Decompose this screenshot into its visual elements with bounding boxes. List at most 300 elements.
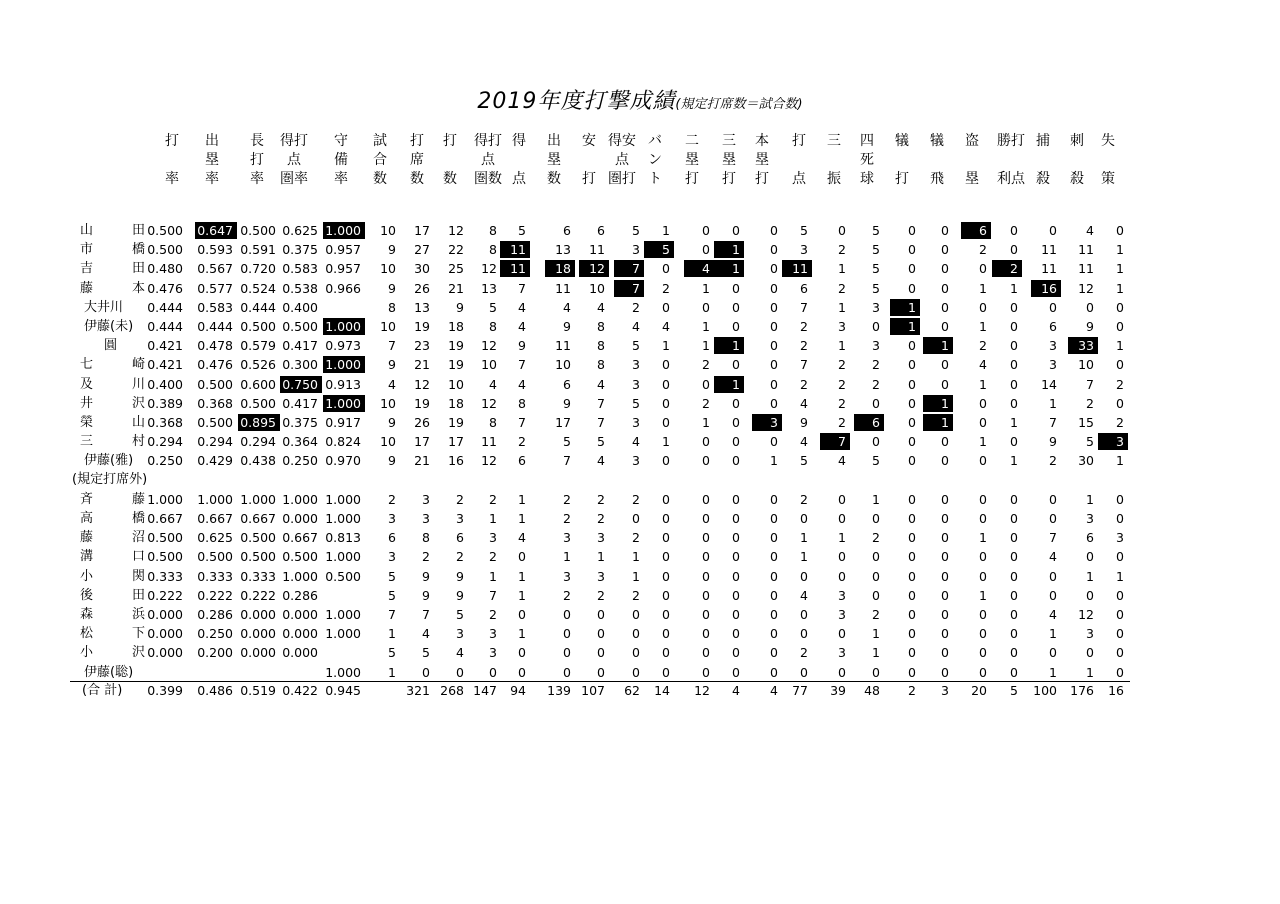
row-cell-pa: 21 [414, 357, 430, 373]
row-extra-cell-fld: 1.000 [325, 626, 361, 642]
row-cell-rbi: 2 [800, 338, 808, 354]
row-cell-sb: 1 [979, 319, 987, 334]
row-cell-risp_h: 4 [632, 319, 640, 334]
row-extra-cell-a: 0 [1086, 645, 1094, 661]
row-extra-cell-bb: 1 [872, 645, 880, 661]
row-cell-fld: 0.824 [325, 434, 361, 450]
row-extra-cell-h: 0 [597, 645, 605, 661]
row-cell-sf: 0 [941, 434, 949, 450]
row-cell-g: 9 [388, 280, 396, 296]
row-extra-cell-so: 1 [838, 530, 846, 546]
row-extra-cell-avg: 0.667 [147, 511, 183, 526]
row-cell-so: 7 [820, 433, 850, 450]
row-cell-avg: 0.444 [147, 319, 183, 334]
header-part: 率 [205, 171, 219, 187]
row-cell-sb: 0 [979, 299, 987, 315]
row-cell-avg: 0.500 [147, 223, 183, 238]
player-name: 及 川 [80, 376, 146, 392]
row-extra-cell-3b: 0 [732, 568, 740, 584]
row-cell-ab: 10 [448, 376, 464, 392]
header-part: 殺 [1036, 171, 1050, 187]
row-extra-cell-ab: 5 [456, 607, 464, 622]
row-extra-cell-sb: 0 [979, 664, 987, 680]
row-extra-cell-3b: 0 [732, 626, 740, 642]
column-header-2b [675, 132, 709, 189]
row-cell-pa: 19 [414, 395, 430, 411]
row-extra-cell-risp_h: 0 [632, 626, 640, 642]
row-extra-cell-risp_ab: 2 [489, 607, 497, 622]
row-extra-cell-rbi: 1 [800, 530, 808, 546]
row-cell-2b: 2 [702, 357, 710, 373]
row-cell-risp_ab: 5 [489, 299, 497, 315]
row-cell-ab: 18 [448, 395, 464, 411]
column-header-sb [955, 132, 989, 189]
row-cell-sf: 0 [941, 242, 949, 258]
row-cell-sac: 0 [908, 434, 916, 450]
row-cell-2b: 0 [702, 376, 710, 392]
row-extra-cell-sb: 0 [979, 645, 987, 661]
row-cell-risp_avg: 0.417 [282, 395, 318, 411]
row-extra-cell-slg: 0.333 [240, 568, 276, 584]
row-cell-hr: 0 [770, 280, 778, 296]
row-extra-cell-g: 1 [388, 664, 396, 680]
row-cell-sf: 0 [941, 453, 949, 469]
row-cell-fld: 0.957 [325, 242, 361, 258]
player-name: 圓 [104, 338, 118, 354]
row-cell-r: 7 [518, 280, 526, 296]
row-cell-sf: 1 [923, 414, 953, 431]
row-extra-cell-so: 3 [838, 587, 846, 603]
row-extra-cell-r: 0 [518, 607, 526, 622]
row-extra-cell-gw: 0 [1010, 587, 1018, 603]
header-part: 打 [792, 133, 806, 149]
header-part [1060, 151, 1094, 170]
column-header-hr [745, 132, 779, 189]
header-part: 出 [547, 133, 561, 149]
row-extra-cell-obp: 0.250 [197, 626, 233, 642]
row-extra-cell-g: 5 [388, 587, 396, 603]
row-extra-cell-bb: 0 [872, 664, 880, 680]
header-part: 塁 [755, 152, 769, 168]
row-cell-risp_ab: 8 [489, 223, 497, 238]
row-extra-cell-so: 0 [838, 626, 846, 642]
row-cell-bb: 5 [872, 242, 880, 258]
row-extra-cell-h: 3 [597, 568, 605, 584]
row-extra-cell-sac: 0 [908, 607, 916, 622]
row-cell-obp: 0.444 [197, 319, 233, 334]
row-extra-cell-risp_ab: 1 [489, 511, 497, 526]
header-part: バ [648, 133, 662, 149]
row-extra-cell-gw: 0 [1010, 568, 1018, 584]
header-part: 塁 [685, 152, 699, 168]
header-part: 数 [410, 171, 424, 187]
row-extra-cell-a: 0 [1086, 549, 1094, 565]
total-cell-hr: 4 [770, 682, 778, 698]
player-name: 伊藤(聡) [84, 664, 134, 680]
row-cell-e: 2 [1116, 376, 1124, 392]
row-extra-cell-po: 7 [1049, 530, 1057, 546]
player-name: 藤 本 [80, 280, 146, 296]
row-extra-cell-e: 0 [1116, 587, 1124, 603]
header-part: 四 [860, 133, 874, 149]
row-cell-pa: 27 [414, 242, 430, 258]
row-extra-cell-sb: 1 [979, 530, 987, 546]
player-name: 三 村 [80, 434, 146, 450]
row-cell-ab: 16 [448, 453, 464, 469]
row-extra-cell-3b: 0 [732, 511, 740, 526]
row-cell-ob: 13 [555, 242, 571, 258]
header-part [1026, 151, 1060, 170]
row-cell-risp_h: 3 [632, 415, 640, 430]
row-cell-slg: 0.500 [240, 223, 276, 238]
row-cell-sb: 0 [979, 395, 987, 411]
row-cell-slg: 0.524 [240, 280, 276, 296]
row-cell-bb: 5 [872, 223, 880, 238]
total-cell-ab: 268 [440, 682, 464, 698]
row-cell-rbi: 11 [782, 260, 812, 277]
row-extra-cell-rbi: 1 [800, 549, 808, 565]
row-cell-po: 1 [1049, 395, 1057, 411]
player-name: 後 田 [80, 587, 146, 603]
row-extra-cell-fld: 1.000 [325, 511, 361, 526]
row-cell-ob: 4 [563, 299, 571, 315]
player-name: 市 橋 [80, 242, 146, 258]
row-cell-bunt: 1 [662, 434, 670, 450]
row-cell-ab: 12 [448, 223, 464, 238]
row-cell-sac: 1 [890, 318, 920, 335]
header-part: 塁 [722, 152, 736, 168]
row-cell-risp_ab: 8 [489, 415, 497, 430]
row-cell-obp: 0.500 [197, 376, 233, 392]
header-part: 合 [373, 152, 387, 168]
row-extra-cell-pa: 5 [422, 645, 430, 661]
header-part: 率 [165, 171, 179, 187]
header-part [572, 151, 606, 170]
header-part: 得打 [474, 133, 502, 149]
row-cell-po: 6 [1049, 319, 1057, 334]
row-extra-cell-h: 0 [597, 664, 605, 680]
row-cell-ab: 17 [448, 434, 464, 450]
total-cell-so: 39 [830, 682, 846, 698]
total-cell-sf: 3 [941, 682, 949, 698]
column-header-po [1026, 132, 1060, 189]
row-extra-cell-sb: 0 [979, 491, 987, 507]
row-extra-cell-sb: 0 [979, 549, 987, 565]
row-cell-risp_avg: 0.364 [282, 434, 318, 450]
row-cell-risp_avg: 0.250 [282, 453, 318, 469]
row-cell-3b: 1 [714, 337, 744, 354]
column-header-gw [994, 132, 1028, 189]
row-cell-avg: 0.421 [147, 338, 183, 354]
row-extra-cell-risp_h: 0 [632, 664, 640, 680]
row-cell-ob: 6 [563, 223, 571, 238]
player-name: 伊藤(雅) [84, 453, 134, 469]
row-cell-so: 2 [838, 395, 846, 411]
row-extra-cell-3b: 0 [732, 645, 740, 661]
row-cell-bb: 0 [872, 319, 880, 334]
row-cell-risp_h: 7 [614, 280, 644, 297]
row-extra-cell-rbi: 0 [800, 607, 808, 622]
total-cell-obp: 0.486 [197, 682, 233, 698]
row-cell-bb: 3 [872, 338, 880, 354]
row-cell-sb: 0 [979, 415, 987, 430]
row-cell-hr: 0 [770, 357, 778, 373]
total-cell-rbi: 77 [792, 682, 808, 698]
row-extra-cell-sf: 0 [941, 626, 949, 642]
header-part: 本 [755, 133, 769, 149]
row-extra-cell-hr: 0 [770, 626, 778, 642]
row-extra-cell-fld: 0.813 [325, 530, 361, 546]
row-cell-avg: 0.500 [147, 242, 183, 258]
row-cell-risp_h: 3 [632, 357, 640, 373]
row-extra-cell-po: 0 [1049, 645, 1057, 661]
row-extra-cell-po: 1 [1049, 626, 1057, 642]
row-cell-h: 4 [597, 376, 605, 392]
row-cell-so: 2 [838, 376, 846, 392]
player-name: 藤 沼 [80, 530, 146, 546]
header-part: ト [648, 171, 662, 187]
section-label-outside-qualified: (規定打席外) [72, 471, 148, 487]
row-cell-r: 5 [518, 223, 526, 238]
total-cell-gw: 5 [1010, 682, 1018, 698]
row-cell-risp_h: 5 [632, 338, 640, 354]
row-cell-rbi: 5 [800, 223, 808, 238]
row-cell-hr: 0 [770, 434, 778, 450]
row-cell-ob: 5 [563, 434, 571, 450]
player-name: 小 関 [80, 568, 146, 584]
row-cell-ob: 11 [555, 280, 571, 296]
row-cell-g: 9 [388, 242, 396, 258]
row-extra-cell-ob: 0 [563, 626, 571, 642]
row-cell-slg: 0.444 [240, 299, 276, 315]
player-name: 松 下 [80, 626, 146, 642]
row-cell-2b: 0 [702, 453, 710, 469]
row-cell-gw: 0 [1010, 242, 1018, 258]
row-cell-rbi: 6 [800, 280, 808, 296]
row-cell-bunt: 1 [662, 338, 670, 354]
row-cell-bunt: 5 [644, 241, 674, 258]
header-part: 圏打 [608, 171, 636, 187]
row-cell-bunt: 0 [662, 395, 670, 411]
row-extra-cell-risp_h: 2 [632, 530, 640, 546]
header-part: 率 [250, 171, 264, 187]
row-cell-slg: 0.579 [240, 338, 276, 354]
row-cell-sf: 1 [923, 337, 953, 354]
row-cell-g: 7 [388, 338, 396, 354]
row-extra-cell-h: 0 [597, 626, 605, 642]
row-extra-cell-sb: 0 [979, 568, 987, 584]
row-cell-risp_ab: 8 [489, 242, 497, 258]
player-name: 榮 山 [80, 415, 146, 430]
row-cell-obp: 0.368 [197, 395, 233, 411]
row-cell-bb: 5 [872, 261, 880, 277]
row-extra-cell-po: 0 [1049, 491, 1057, 507]
row-cell-bb: 0 [872, 434, 880, 450]
row-extra-cell-sac: 0 [908, 568, 916, 584]
header-part: 安 [582, 133, 596, 149]
row-cell-ob: 11 [555, 338, 571, 354]
row-extra-cell-hr: 0 [770, 568, 778, 584]
row-cell-sac: 0 [908, 223, 916, 238]
player-name: 井 沢 [80, 395, 146, 411]
row-extra-cell-gw: 0 [1010, 607, 1018, 622]
row-extra-cell-pa: 8 [422, 530, 430, 546]
column-header-bb [850, 132, 884, 189]
row-cell-risp_ab: 4 [489, 376, 497, 392]
row-extra-cell-bunt: 0 [662, 549, 670, 565]
row-cell-h: 10 [589, 280, 605, 296]
row-extra-cell-bb: 2 [872, 530, 880, 546]
row-cell-3b: 1 [714, 241, 744, 258]
row-cell-risp_ab: 10 [481, 357, 497, 373]
row-cell-h: 8 [597, 319, 605, 334]
row-cell-hr: 0 [770, 261, 778, 277]
row-extra-cell-gw: 0 [1010, 645, 1018, 661]
row-cell-r: 7 [518, 415, 526, 430]
row-extra-cell-slg: 0.222 [240, 587, 276, 603]
row-cell-avg: 0.368 [147, 415, 183, 430]
row-extra-cell-e: 0 [1116, 626, 1124, 642]
column-header-pa [400, 132, 434, 189]
row-cell-slg: 0.600 [240, 376, 276, 392]
row-extra-cell-so: 0 [838, 568, 846, 584]
row-extra-cell-ab: 3 [456, 511, 464, 526]
row-cell-pa: 17 [414, 223, 430, 238]
row-cell-avg: 0.294 [147, 434, 183, 450]
row-extra-cell-ob: 0 [563, 607, 571, 622]
header-part: 三 [827, 133, 841, 149]
header-part: 点 [287, 152, 301, 168]
row-extra-cell-2b: 0 [702, 549, 710, 565]
row-cell-risp_avg: 0.583 [282, 261, 318, 277]
header-part [433, 151, 467, 170]
player-name: 七 崎 [80, 357, 146, 373]
row-cell-sf: 0 [941, 223, 949, 238]
row-cell-a: 11 [1078, 242, 1094, 258]
title-sub: (規定打席数＝試合数) [675, 97, 803, 112]
row-extra-cell-bb: 0 [872, 587, 880, 603]
row-extra-cell-risp_avg: 0.667 [282, 530, 318, 546]
row-cell-po: 16 [1031, 280, 1061, 297]
row-cell-3b: 1 [714, 260, 744, 277]
row-extra-cell-ab: 9 [456, 568, 464, 584]
row-extra-cell-risp_ab: 2 [489, 491, 497, 507]
row-extra-cell-bunt: 0 [662, 491, 670, 507]
row-extra-cell-po: 1 [1049, 664, 1057, 680]
row-cell-bunt: 1 [662, 223, 670, 238]
row-cell-ab: 21 [448, 280, 464, 296]
row-extra-cell-risp_h: 0 [632, 645, 640, 661]
column-header-sf [920, 132, 954, 189]
row-cell-ob: 17 [555, 415, 571, 430]
row-cell-risp_avg: 0.400 [282, 299, 318, 315]
row-extra-cell-risp_h: 1 [632, 549, 640, 565]
row-extra-cell-sf: 0 [941, 491, 949, 507]
row-cell-risp_h: 5 [632, 223, 640, 238]
header-part: 犠 [930, 133, 944, 149]
row-extra-cell-risp_ab: 1 [489, 568, 497, 584]
row-cell-a: 33 [1068, 337, 1098, 354]
row-cell-sb: 2 [979, 242, 987, 258]
row-cell-risp_avg: 0.500 [282, 319, 318, 334]
header-part: 圏数 [474, 171, 502, 187]
row-extra-cell-sb: 0 [979, 511, 987, 526]
row-cell-pa: 19 [414, 319, 430, 334]
row-cell-g: 10 [380, 319, 396, 334]
header-part: 点 [792, 171, 806, 187]
row-extra-cell-so: 3 [838, 607, 846, 622]
row-cell-sac: 0 [908, 357, 916, 373]
row-extra-cell-po: 4 [1049, 549, 1057, 565]
header-part: ン [648, 152, 662, 168]
row-extra-cell-a: 3 [1086, 626, 1094, 642]
row-cell-sac: 0 [908, 338, 916, 354]
row-cell-ob: 9 [563, 319, 571, 334]
row-cell-hr: 1 [770, 453, 778, 469]
row-cell-a: 2 [1086, 395, 1094, 411]
row-extra-cell-3b: 0 [732, 664, 740, 680]
player-name: 山 田 [80, 223, 146, 238]
row-cell-risp_ab: 12 [481, 338, 497, 354]
row-cell-bunt: 0 [662, 415, 670, 430]
row-cell-r: 6 [518, 453, 526, 469]
header-part: 球 [860, 171, 874, 187]
row-extra-cell-bunt: 0 [662, 607, 670, 622]
row-extra-cell-slg: 1.000 [240, 491, 276, 507]
row-cell-risp_ab: 11 [481, 434, 497, 450]
row-extra-cell-3b: 0 [732, 530, 740, 546]
row-cell-bb: 2 [872, 376, 880, 392]
row-extra-cell-risp_ab: 7 [489, 587, 497, 603]
row-cell-fld: 1.000 [323, 222, 365, 239]
row-cell-risp_avg: 0.375 [282, 242, 318, 258]
row-cell-r: 11 [500, 260, 530, 277]
row-cell-fld: 0.913 [325, 376, 361, 392]
row-cell-risp_h: 3 [632, 242, 640, 258]
row-cell-e: 1 [1116, 338, 1124, 354]
row-cell-e: 0 [1116, 299, 1124, 315]
header-part: 守 [334, 133, 348, 149]
row-cell-pa: 26 [414, 415, 430, 430]
row-extra-cell-bunt: 0 [662, 645, 670, 661]
row-cell-2b: 1 [702, 415, 710, 430]
row-cell-gw: 1 [1010, 280, 1018, 296]
row-cell-po: 11 [1041, 242, 1057, 258]
row-cell-bunt: 0 [662, 357, 670, 373]
row-cell-sb: 1 [979, 434, 987, 450]
row-cell-g: 9 [388, 357, 396, 373]
row-cell-2b: 0 [702, 223, 710, 238]
total-cell-r: 94 [510, 682, 526, 698]
player-name: 大井川 [84, 299, 124, 315]
row-cell-sac: 0 [908, 261, 916, 277]
row-cell-sf: 1 [923, 395, 953, 412]
row-extra-cell-pa: 3 [422, 511, 430, 526]
row-cell-obp: 0.500 [197, 415, 233, 430]
row-cell-h: 8 [597, 338, 605, 354]
row-extra-cell-g: 3 [388, 511, 396, 526]
batting-stats-table: 打 率 出 塁 率 長 打 率 得打 点 圏率 守 備 率 試 合 数 打 席 数 打 数 得打 点 圏数 得 点 出 塁 数 安 打 得安 点 圏打 バ ン ト 二 塁 打 三 塁 打 本 塁 打 打 点 三 振 四 死 球 犠 打 犠 飛 盗 塁 勝打 利点 捕 殺 刺 殺 失 策 山 田 0.500 0.647 0.500 0.625 1.000 10 17 12 8 5 6 6 5 1 0 0 0 5 0 5 0 0 6 0 0 4 0 市 橋 0.500 0.593 0.591 0.375 0.957 9 27 22 8 11 13 11 3 5 0 1 0 3 2 5 0 0 2 0 11 11 1 吉 田 0.480 0.567 0.720 0.583 0.957 10 30 25 12 11 18 12 7 0 4 1 0 11 1 5 0 0 0 2 11 11 1 藤 本 0.476 0.577 0.524 0.538 0.966 9 26 21 13 7 11 10 7 2 1 0 0 6 2 5 0 0 1 1 16 12 1 大井川 0.444 0.583 0.444 0.400 8 13 9 5 4 4 4 2 0 0 0 0 7 1 3 1 0 0 0 0 0 0 伊藤(未) 0.444 0.444 0.500 0.500 1.000 10 19 18 8 4 9 8 4 4 1 0 0 2 3 0 1 0 1 0 6 9 0 圓 0.421 0.478 0.579 0.417 0.973 7 23 19 12 9 11 8 5 1 1 1 0 2 1 3 0 1 2 0 3 33 1 七 崎 0.421 0.476 0.526 0.300 1.000 9 21 19 10 7 10 8 3 0 2 0 0 7 2 2 0 0 4 0 3 10 0 及 川 0.400 0.500 0.600 0.750 0.913 4 12 10 4 4 6 4 3 0 0 1 0 2 2 2 0 0 1 0 14 7 2 井 沢 0.389 0.368 0.500 0.417 1.000 10 19 18 12 8 9 7 5 0 2 0 0 4 2 0 0 1 0 0 1 2 0 榮 山 0.368 0.500 0.895 0.375 0.917 9 26 19 8 7 17 7 3 0 1 0 3 9 2 6 0 1 0 1 7 15 2 三 村 0.294 0.294 0.294 0.364 0.824 10 17 17 11 2 5 5 4 1 0 0 0 4 7 0 0 0 1 0 9 5 3 伊藤(雅) 0.250 0.429 0.438 0.250 0.970 9 21 16 12 6 7 4 3 0 0 0 1 5 4 5 0 0 0 1 2 30 1 (規定打席外) 斉 藤 1.000 1.000 1.000 1.000 1.000 2 3 2 2 1 2 2 2 0 0 0 0 2 0 1 0 0 0 0 0 1 0 高 橋 0.667 0.667 0.667 0.000 1.000 3 3 3 1 1 2 2 0 0 0 0 0 0 0 0 0 0 0 0 0 3 0 藤 沼 0.500 0.625 0.500 0.667 0.813 6 8 6 3 4 3 3 2 0 0 0 0 1 1 2 0 0 1 0 7 6 3 溝 口 0.500 0.500 0.500 0.500 1.000 3 2 2 2 0 1 1 1 0 0 0 0 1 0 0 0 0 0 0 4 0 0 小 関 0.333 0.333 0.333 1.000 0.500 5 9 9 1 1 3 3 1 0 0 0 0 0 0 0 0 0 0 0 0 1 1 後 田 0.222 0.222 0.222 0.286 5 9 9 7 1 2 2 2 0 0 0 0 4 3 0 0 0 1 0 0 0 0 森 浜 0.000 0.286 0.000 0.000 1.000 7 7 5 2 0 0 0 0 0 0 0 0 0 3 2 0 0 0 0 4 12 0 松 下 0.000 0.250 0.000 0.000 1.000 1 4 3 3 1 0 0 0 0 0 0 0 0 0 1 0 0 0 0 1 3 0 小 沢 0.000 0.200 0.000 0.000 5 5 4 3 0 0 0 0 0 0 0 0 2 3 1 0 0 0 0 0 0 0 伊藤(聡) 1.000 1 0 0 0 0 0 0 0 0 0 0 0 0 0 0 0 0 0 0 1 1 0 (合 計) 0.399 0.486 0.519 0.422 0.945 321 268 147 94 139 107 62 14 12 4 4 77 39 48 2 3 20 5 100 176 16 [0, 0, 1280, 904]
row-extra-cell-sf: 0 [941, 607, 949, 622]
row-cell-e: 0 [1116, 395, 1124, 411]
row-extra-cell-fld: 1.000 [325, 491, 361, 507]
row-cell-risp_avg: 0.375 [282, 415, 318, 430]
header-part: 打 [755, 171, 769, 187]
row-cell-3b: 0 [732, 280, 740, 296]
header-part: 二 [685, 133, 699, 149]
row-cell-risp_avg: 0.625 [282, 223, 318, 238]
row-cell-3b: 0 [732, 299, 740, 315]
